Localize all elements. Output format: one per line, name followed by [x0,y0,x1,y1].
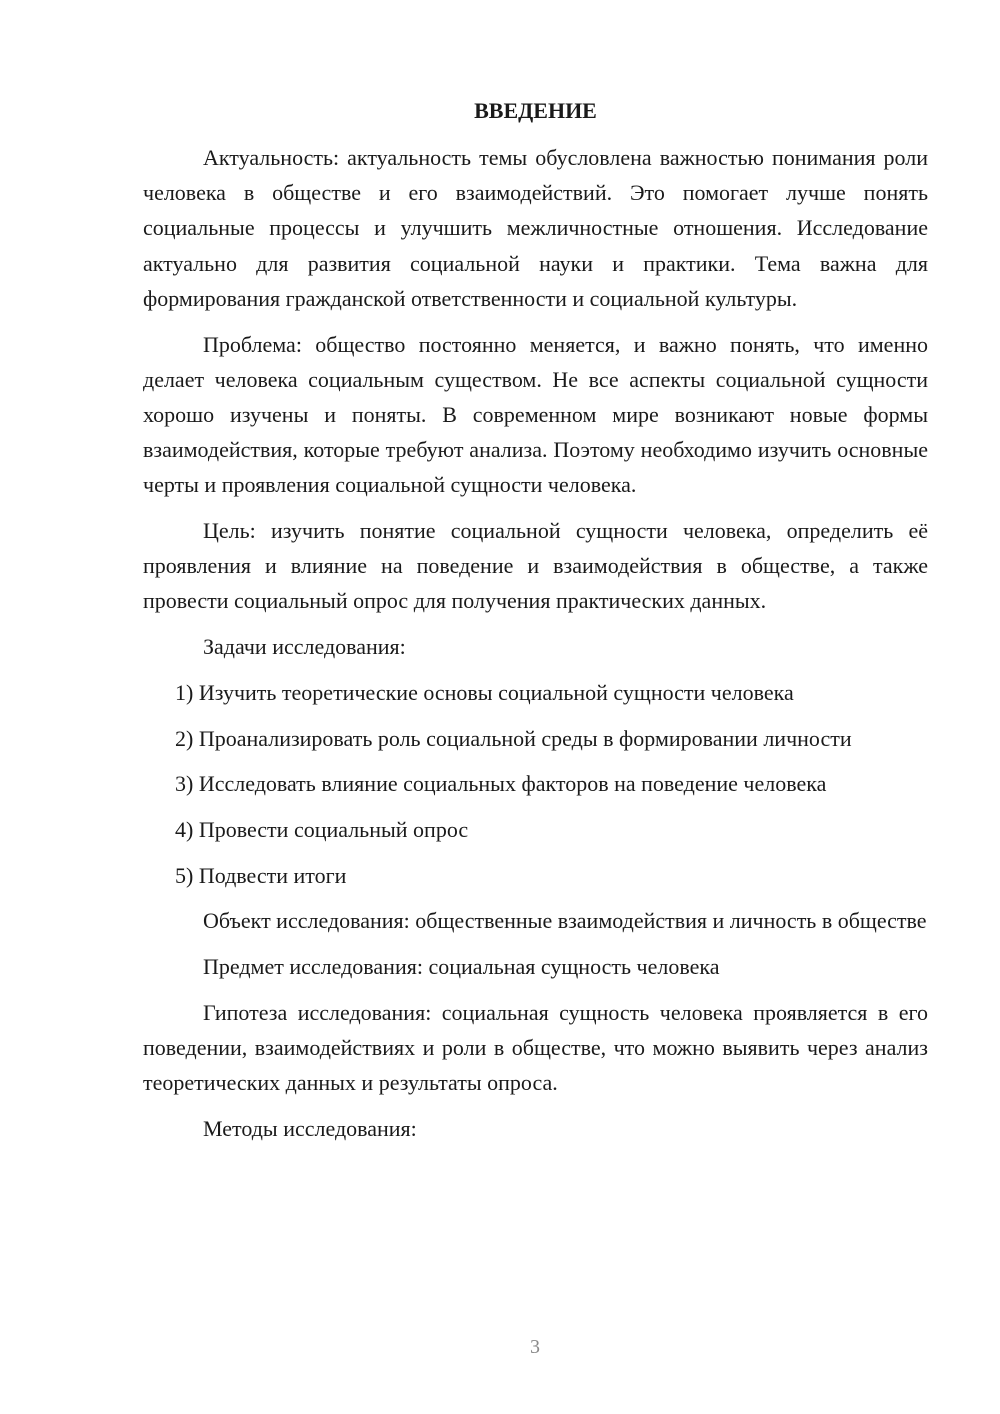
paragraph-problem: Проблема: общество постоянно меняется, и важно понять, что именно делает человека социальным существом. Не все аспекты социальной сущности хорошо изучены и поняты. В современном мире возникают новые формы взаимодействия, которые требуют анализа. Поэтому необходимо изучить основные черты и проявления социальной сущности человека. [143,331,928,498]
paragraph-subject: Предмет исследования: социальная сущность человека [203,954,720,980]
tasks-title: Задачи исследования: [203,634,406,660]
task-item-3: 3) Исследовать влияние социальных факторов на поведение человека [175,771,827,797]
paragraph-relevance: Актуальность: актуальность темы обусловлена важностью понимания роли человека в обществе и его взаимодействий. Это помогает лучше понять социальные процессы и улучшить межличностные отношения. Исследование актуально для развития социальной науки и практики. Тема важна для формирования гражданской ответственности и социальной культуры. [143,145,928,311]
task-item-5: 5) Подвести итоги [175,862,347,888]
paragraph-hypothesis: Гипотеза исследования: социальная сущность человека проявляется в его поведении, взаимодействиях и роли в обществе, что можно выявить через анализ теоретических данных и результаты опроса. [143,999,928,1096]
task-item-1: 1) Изучить теоретические основы социальной сущности человека [175,679,794,705]
task-item-2: 2) Проанализировать роль социальной среды в формировании личности [175,725,852,751]
page-number: 3 [530,1336,540,1358]
document-page [143,96,928,1157]
paragraph-object: Объект исследования: общественные взаимодействия и личность в обществе [203,908,927,934]
page-title: ВВЕДЕНИЕ [474,98,597,123]
methods-title: Методы исследования: [203,1115,417,1141]
paragraph-goal: Цель: изучить понятие социальной сущности человека, определить её проявления и влияние на поведение и взаимодействия в обществе, а также провести социальный опрос для получения практических данных. [143,518,928,614]
task-item-4: 4) Провести социальный опрос [175,816,469,842]
